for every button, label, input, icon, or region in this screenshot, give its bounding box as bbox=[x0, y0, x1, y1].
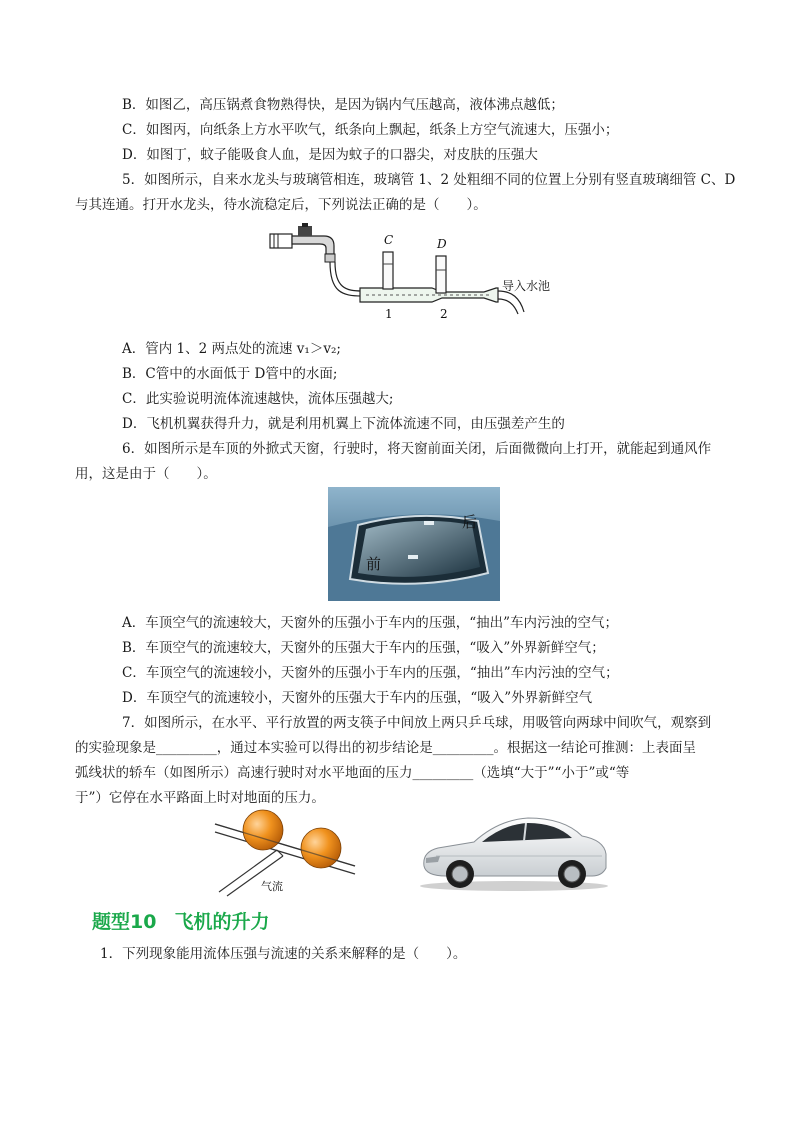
q4-option-c: C．如图丙，向纸条上方水平吹气，纸条向上飘起，纸条上方空气流速大，压强小； bbox=[122, 122, 619, 138]
faucet-tube-figure bbox=[262, 222, 562, 322]
sedan-photo bbox=[416, 806, 612, 892]
q5-option-b: B．C管中的水面低于 D管中的水面; bbox=[122, 366, 338, 382]
sunroof-photo bbox=[328, 487, 500, 601]
q5-stem-line2: 与其连通。打开水龙头，待水流稳定后，下列说法正确的是（ ）。 bbox=[75, 197, 487, 213]
airflow-label: 气流 bbox=[261, 880, 283, 893]
sunroof-label-front: 前 bbox=[366, 555, 382, 573]
q5-option-c: C．此实验说明流体流速越快，流体压强越大; bbox=[122, 391, 394, 407]
q4-option-b: B．如图乙，高压锅煮食物熟得快，是因为锅内气压越高，液体沸点越低； bbox=[122, 97, 564, 113]
section-heading bbox=[92, 907, 269, 934]
section-number: 题型10 bbox=[92, 911, 157, 933]
s10-q1-stem: 1．下列现象能用流体压强与流速的关系来解释的是（ ）。 bbox=[100, 946, 467, 962]
section-title: 飞机的升力 bbox=[174, 911, 270, 933]
q7-stem-line3: 弧线状的轿车（如图所示）高速行驶时对水平地面的压力_________（选填“大于”“小于”或“等 bbox=[75, 765, 630, 781]
tube-label-1: 1 bbox=[385, 307, 393, 321]
tube-label-outlet: 导入水池 bbox=[502, 279, 551, 293]
tube-label-d: D bbox=[437, 237, 447, 251]
q5-option-a: A．管内 1、2 两点处的流速 v₁＞v₂; bbox=[122, 341, 341, 357]
q6-stem-line2: 用，这是由于（ ）。 bbox=[75, 466, 217, 482]
q5-option-d: D．飞机机翼获得升力，就是利用机翼上下流体流速不同，由压强差产生的 bbox=[122, 416, 565, 432]
q7-stem-line2: 的实验现象是_________，通过本实验可以得出的初步结论是_________。根据这一结论可推测：上表面呈 bbox=[75, 740, 696, 756]
pingpong-figure bbox=[205, 804, 365, 899]
sunroof-label-back: 后 bbox=[462, 513, 478, 531]
q6-stem-line1: 6．如图所示是车顶的外掀式天窗，行驶时，将天窗前面关闭，后面微微向上打开，就能起到通风作 bbox=[122, 441, 712, 457]
q6-option-b: B．车顶空气的流速较大，天窗外的压强大于车内的压强，“吸入”外界新鲜空气； bbox=[122, 640, 605, 656]
q7-stem-line1: 7．如图所示，在水平、平行放置的两支筷子中间放上两只乒乓球，用吸管向两球中间吹气，观察到 bbox=[122, 715, 712, 731]
tube-label-2: 2 bbox=[440, 307, 448, 321]
q6-option-d: D．车顶空气的流速较小，天窗外的压强大于车内的压强，“吸入”外界新鲜空气 bbox=[122, 690, 593, 706]
tube-label-c: C bbox=[384, 233, 394, 247]
q4-option-d: D．如图丁，蚊子能吸食人血，是因为蚊子的口器尖，对皮肤的压强大 bbox=[122, 147, 538, 163]
q6-option-c: C．车顶空气的流速较小，天窗外的压强小于车内的压强，“抽出”车内污浊的空气； bbox=[122, 665, 619, 681]
q6-option-a: A．车顶空气的流速较大，天窗外的压强小于车内的压强，“抽出”车内污浊的空气； bbox=[122, 615, 619, 631]
q7-stem-line4: 于”）它停在水平路面上时对地面的压力。 bbox=[75, 790, 325, 806]
q5-stem-line1: 5．如图所示，自来水龙头与玻璃管相连，玻璃管 1、2 处粗细不同的位置上分别有竖直玻璃细管 C、D bbox=[122, 172, 736, 188]
